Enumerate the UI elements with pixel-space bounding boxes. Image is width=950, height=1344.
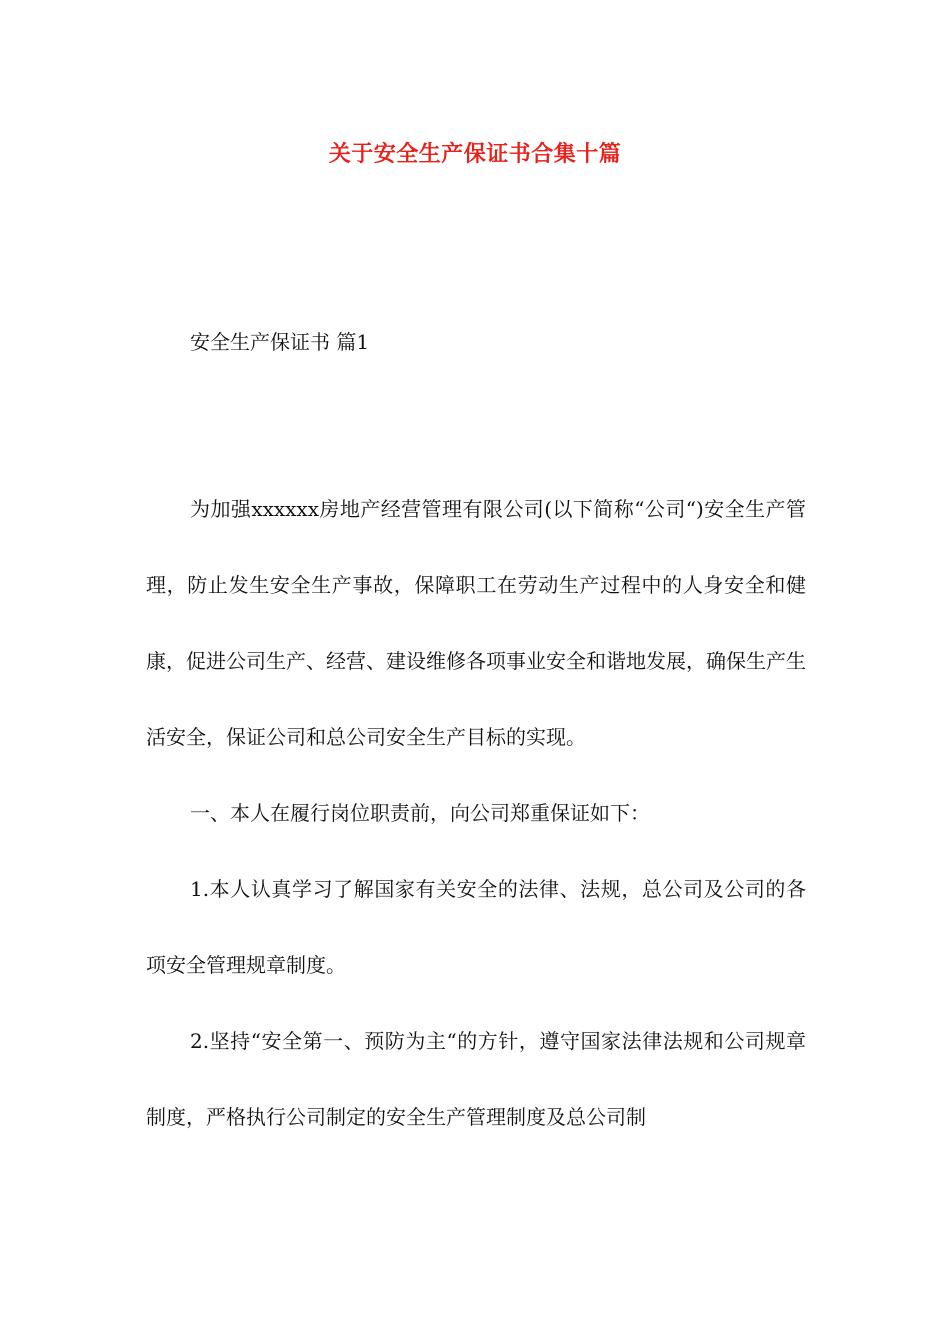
document-body (146, 471, 806, 1155)
section-heading: 安全生产保证书 篇1 (190, 330, 370, 354)
paragraph-section-one: 一、本人在履行岗位职责前，向公司郑重保证如下： (190, 801, 650, 825)
paragraph-item-1: 1.本人认真学习了解国家有关安全的法律、法规，总公司及公司的各项安全管理规章制度。 (146, 877, 806, 977)
paragraph-intro: 为加强xxxxxx房地产经营管理有限公司(以下简称“公司“)安全生产管理，防止发生安全生产事故，保障职工在劳动生产过程中的人身安全和健康，促进公司生产、经营、建设维修各项事业安全和谐地发展，确保生产生活安全，保证公司和总公司安全生产目标的实现。 (146, 497, 806, 749)
paragraph-item-2: 2.坚持“安全第一、预防为主“的方针，遵守国家法律法规和公司规章制度，严格执行公司制定的安全生产管理制度及总公司制 (146, 1029, 806, 1129)
document-title: 关于安全生产保证书合集十篇 (328, 141, 622, 167)
